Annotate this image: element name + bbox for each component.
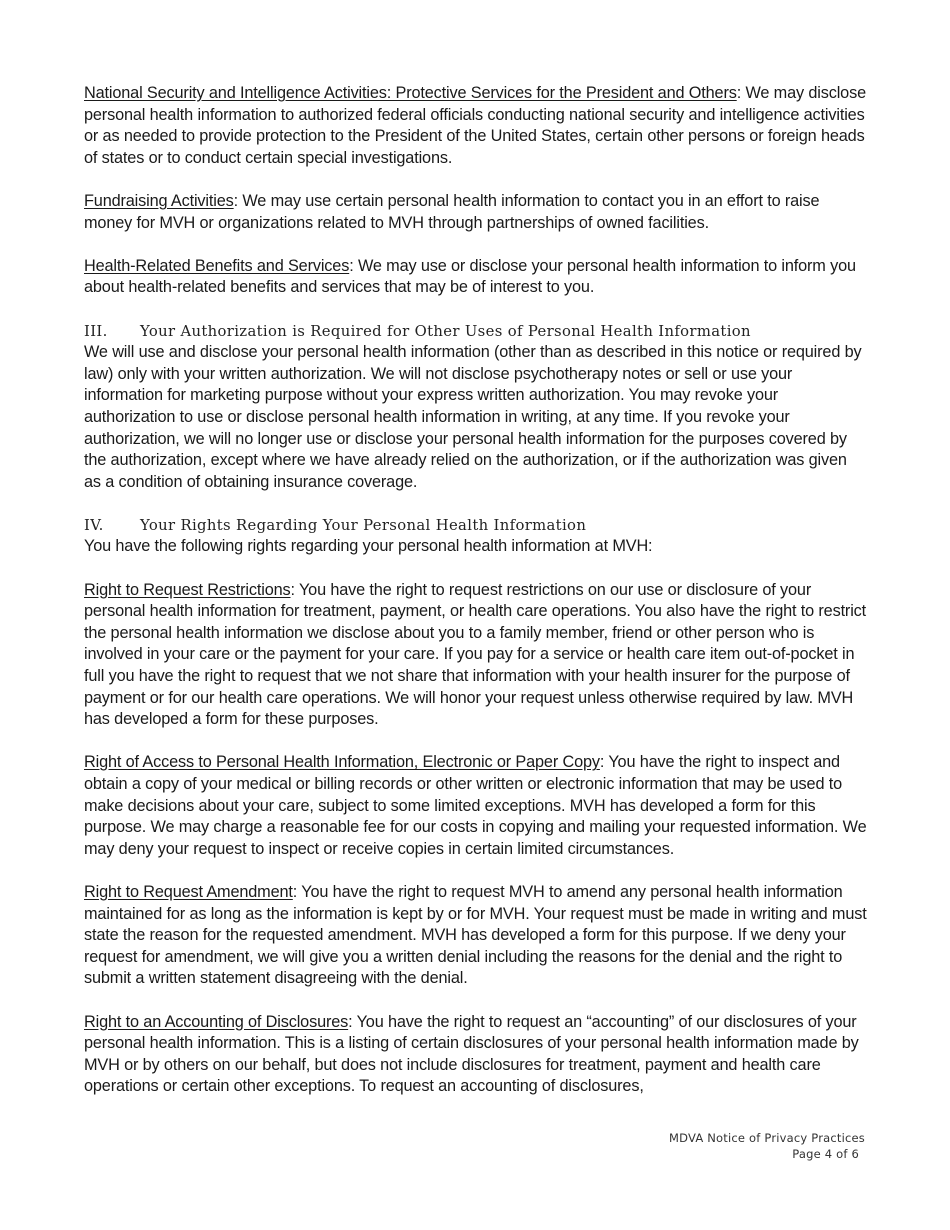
paragraph-right-amendment [84, 882, 868, 990]
paragraph-title: Health-Related Benefits and Services [84, 256, 350, 275]
paragraph-text: : You have the right to request an “accounting” of our disclosures of your personal health information. This is a listing of certain disclosures of your personal health information made by MVH or by others on our behalf, but does not include disclosures for treatment, payment and health care operations or certain other exceptions. To request an accounting of disclosures, [84, 1012, 859, 1096]
paragraph-title: National Security and Intelligence Activities: Protective Services for the President and Others [84, 84, 737, 102]
footer-page-number: Page 4 of 6 [792, 1147, 859, 1161]
paragraph-title: Fundraising Activities [84, 191, 234, 210]
paragraph-title: Right to Request Amendment [84, 882, 293, 901]
paragraph-text: : You have the right to request restrictions on our use or disclosure of your personal health information for treatment, payment, or health care operations. You also have the right to restrict the personal health information we disclose about you to a family member, friend or other person who is involved in your care or the payment for your care. If you pay for a service or health care item out-of-pocket in full you have the right to request that we not share that information with your health insurer for the purpose of payment or for our health care operations. We will honor your request unless otherwise required by law. MVH has developed a form for these purposes. [84, 580, 867, 729]
section-heading [84, 321, 868, 343]
paragraph-right-access [84, 752, 868, 860]
paragraph-text: : We may disclose personal health information to authorized federal officials conducting national security and intelligence activities or as needed to provide protection to the President of the United States, certain other persons or foreign heads of states or to conduct certain special investigations. [84, 84, 866, 167]
paragraph-title: Right to Request Restrictions [84, 580, 291, 599]
section-number: IV. [84, 516, 104, 534]
paragraph-right-restrictions [84, 580, 868, 731]
footer-document-title: MDVA Notice of Privacy Practices [669, 1131, 865, 1145]
section-title: Your Authorization is Required for Other Uses of Personal Health Information [140, 322, 751, 340]
section-3 [84, 321, 868, 494]
paragraph-title: Right of Access to Personal Health Information, Electronic or Paper Copy [84, 753, 600, 772]
section-4 [84, 515, 868, 558]
paragraph-national-security [84, 83, 868, 169]
document-body [84, 83, 868, 1098]
section-body: We will use and disclose your personal health information (other than as described in this notice or required by law) only with your written authorization. We will not disclose psychotherapy notes or sell or use your information for marketing purpose without your express written authorization. You may revoke your authorization to use or disclose personal health information in writing, at any time. If you revoke your authorization, we will no longer use or disclose your personal health information for the purposes covered by the authorization, except where we have already relied on the authorization, or if the authorization was given as a condition of obtaining insurance coverage. [84, 343, 862, 491]
paragraph-text: : We may use certain personal health information to contact you in an effort to raise money for MVH or organizations related to MVH through partnerships of owned facilities. [84, 191, 820, 232]
paragraph-health-benefits [84, 256, 868, 299]
paragraph-text: : You have the right to request MVH to amend any personal health information maintained for as long as the information is kept by or for MVH. Your request must be made in writing and must state the reason for the requested amendment. MVH has developed a form for this purpose. If we deny your request for amendment, we will give you a written denial including the reasons for the denial and the right to submit a written statement disagreeing with the denial. [84, 882, 867, 988]
section-heading [84, 515, 868, 537]
paragraph-text: : You have the right to inspect and obtain a copy of your medical or billing records or other written or electronic information that may be used to make decisions about your care, subject to some limited exceptions. MVH has developed a form for this purpose. We may charge a reasonable fee for our costs in copying and mailing your requested information. We may deny your request to inspect or receive copies in certain limited circumstances. [84, 753, 867, 858]
page-footer [669, 1130, 865, 1162]
paragraph-right-accounting [84, 1012, 868, 1098]
section-intro: You have the following rights regarding your personal health information at MVH: [84, 537, 653, 556]
section-title: Your Rights Regarding Your Personal Health Information [140, 516, 587, 534]
section-number: III. [84, 322, 108, 340]
paragraph-fundraising [84, 191, 868, 234]
paragraph-text: : We may use or disclose your personal health information to inform you about health-related benefits and services that may be of interest to you. [84, 256, 856, 297]
paragraph-title: Right to an Accounting of Disclosures [84, 1012, 349, 1031]
